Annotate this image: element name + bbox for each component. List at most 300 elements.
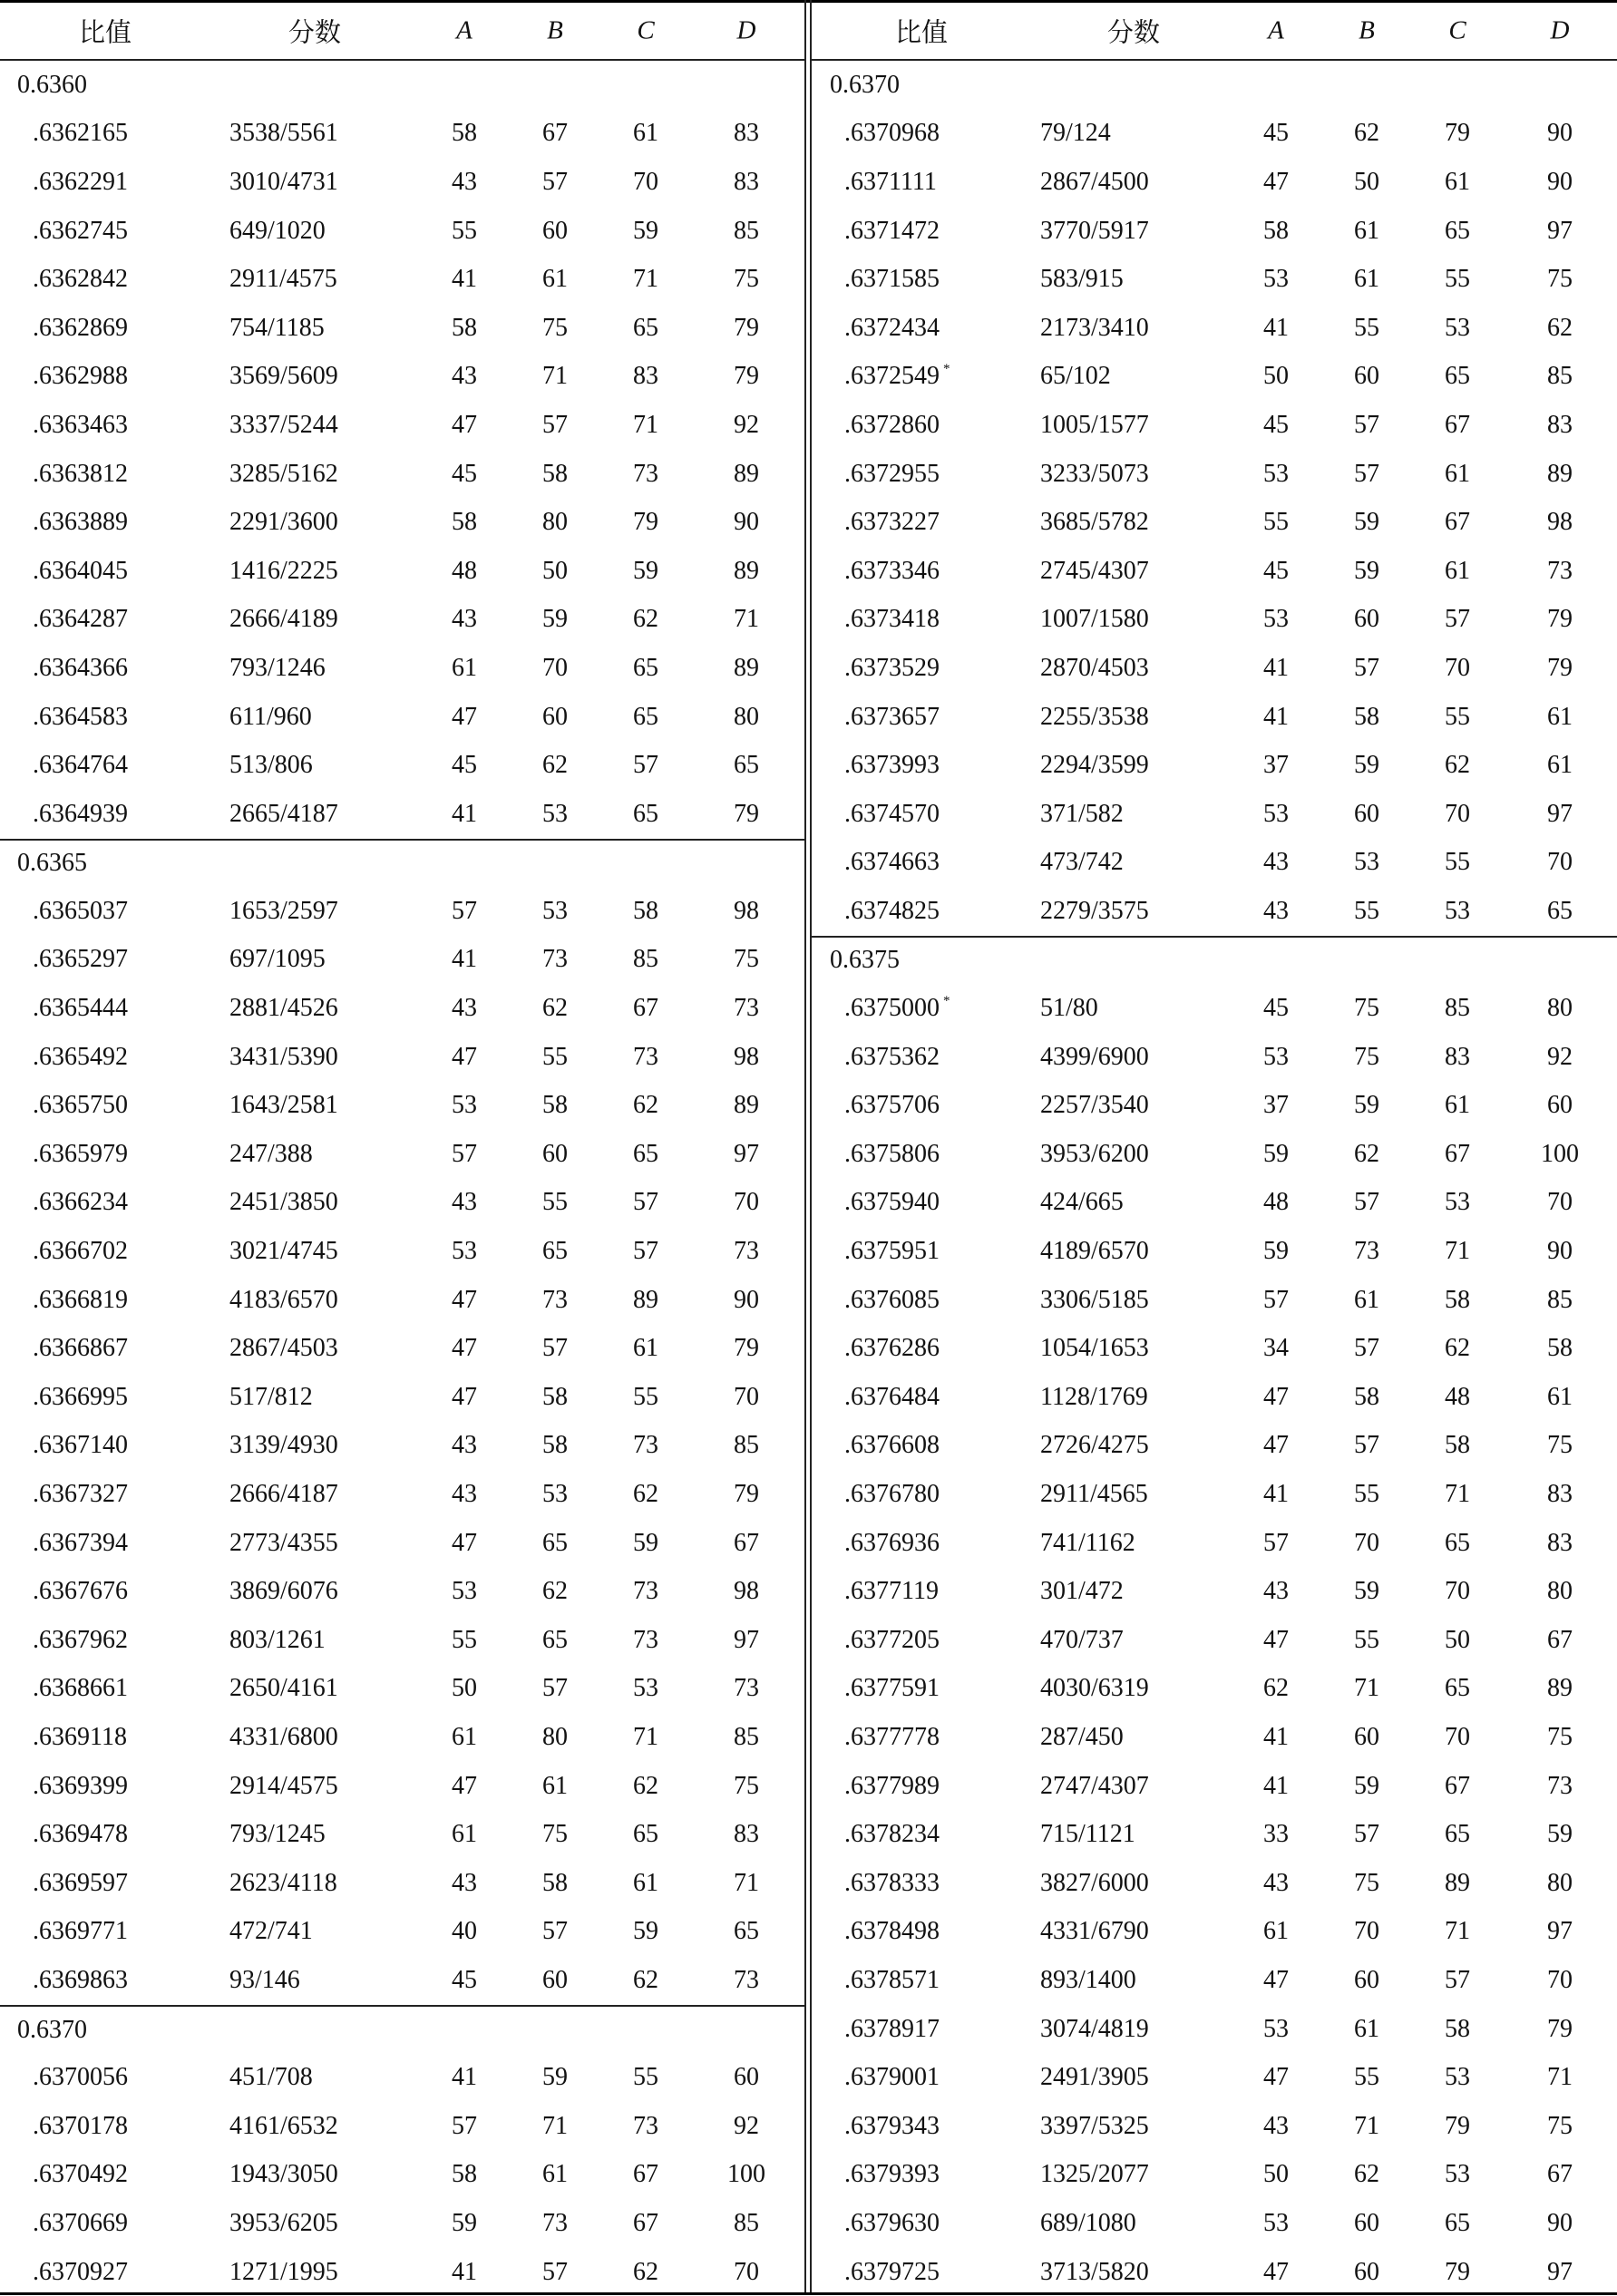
value-a: 59 (1263, 1139, 1289, 1168)
value-c: 62 (1445, 1334, 1470, 1363)
ratio-cell (844, 1091, 940, 1120)
fraction-cell: 1325/2077 (1040, 2160, 1149, 2189)
fraction-cell: 1054/1653 (1040, 1334, 1149, 1363)
value-a: 47 (452, 1382, 477, 1411)
value-d: 89 (734, 459, 759, 488)
value-d: 73 (734, 1965, 759, 1994)
value-c: 50 (1445, 1625, 1470, 1654)
value-a: 57 (1263, 1285, 1289, 1314)
header-b: B (547, 15, 563, 45)
table-row (812, 741, 1617, 790)
value-c: 62 (633, 1771, 658, 1800)
fraction-cell: 3953/6205 (229, 2208, 338, 2237)
value-b: 60 (1354, 1722, 1379, 1751)
value-d: 61 (1547, 1382, 1573, 1411)
fraction-cell: 2491/3905 (1040, 2063, 1149, 2092)
ratio-cell (844, 1043, 940, 1072)
value-c: 59 (633, 556, 658, 585)
ratio-value: .6365444 (33, 994, 128, 1023)
fraction-cell: 3569/5609 (229, 362, 338, 391)
value-c: 67 (1445, 1139, 1470, 1168)
value-c: 57 (1445, 605, 1470, 634)
value-b: 62 (1354, 1139, 1379, 1168)
value-c: 67 (1445, 410, 1470, 439)
ratio-cell (844, 2112, 940, 2141)
ratio-value: .6372434 (844, 313, 940, 342)
fraction-cell: 803/1261 (229, 1625, 326, 1654)
value-a: 47 (1263, 1431, 1289, 1460)
value-b: 62 (542, 751, 568, 780)
ratio-cell (844, 168, 937, 197)
value-d: 75 (734, 1771, 759, 1800)
fraction-cell: 2881/4526 (229, 994, 338, 1023)
value-d: 73 (1547, 556, 1573, 585)
value-a: 53 (1263, 605, 1289, 634)
fraction-cell: 1271/1995 (229, 2257, 338, 2286)
ratio-value: .6378234 (844, 1820, 940, 1849)
fraction-cell: 3431/5390 (229, 1042, 338, 1071)
fraction-cell: 4189/6570 (1040, 1237, 1149, 1266)
value-c: 62 (633, 2257, 658, 2286)
header-b: B (1359, 15, 1375, 45)
table-row (0, 741, 804, 790)
table-row (812, 984, 1617, 1033)
value-a: 45 (452, 751, 477, 780)
value-c: 65 (1445, 1528, 1470, 1557)
ratio-value: .6370056 (33, 2063, 128, 2092)
table-row (0, 2248, 804, 2296)
value-d: 85 (734, 1722, 759, 1751)
fraction-cell: 2867/4503 (229, 1334, 338, 1363)
ratio-cell (33, 2160, 128, 2189)
table-row (812, 255, 1617, 304)
value-b: 80 (542, 508, 568, 537)
ratio-value: .6370927 (33, 2257, 128, 2286)
value-b: 60 (1354, 1965, 1379, 1994)
ratio-value: .6367394 (33, 1528, 128, 1557)
value-c: 73 (633, 2111, 658, 2140)
value-d: 83 (734, 1820, 759, 1849)
ratio-cell (844, 1626, 940, 1655)
value-a: 47 (452, 1334, 477, 1363)
value-d: 83 (734, 119, 759, 148)
ratio-value: .6375806 (844, 1139, 940, 1168)
value-a: 47 (452, 1042, 477, 1071)
header-ratio: 比值 (78, 18, 132, 48)
ratio-cell (33, 460, 128, 489)
table-row (812, 207, 1617, 256)
ratio-cell (844, 2209, 940, 2238)
value-c: 65 (633, 313, 658, 342)
value-d: 67 (734, 1528, 759, 1557)
value-c: 53 (1445, 313, 1470, 342)
value-b: 57 (1354, 653, 1379, 682)
value-d: 75 (1547, 265, 1573, 294)
value-c: 55 (1445, 265, 1470, 294)
ratio-cell (844, 703, 940, 732)
fraction-cell: 3397/5325 (1040, 2111, 1149, 2140)
value-c: 62 (633, 1965, 658, 1994)
left-panel (0, 3, 804, 2296)
ratio-value: .6378498 (844, 1917, 940, 1946)
ratio-value: .6363889 (33, 508, 128, 537)
ratio-cell (844, 119, 940, 148)
value-d: 73 (1547, 1771, 1573, 1800)
value-a: 43 (452, 1431, 477, 1460)
fraction-cell: 2255/3538 (1040, 702, 1149, 731)
value-a: 43 (1263, 1577, 1289, 1606)
ratio-cell (844, 1772, 940, 1801)
table-row (812, 2005, 1617, 2054)
value-a: 53 (1263, 2014, 1289, 2043)
table-row (0, 255, 804, 304)
value-d: 90 (1547, 167, 1573, 196)
ratio-cell (844, 508, 940, 537)
value-c: 70 (1445, 1577, 1470, 1606)
table-row (812, 790, 1617, 839)
header-a: A (1268, 15, 1284, 45)
fraction-cell: 3021/4745 (229, 1237, 338, 1266)
ratio-value: .6369771 (33, 1917, 128, 1946)
value-b: 65 (542, 1237, 568, 1266)
ratio-value: .6376780 (844, 1480, 940, 1509)
value-a: 33 (1263, 1820, 1289, 1849)
table-row (0, 207, 804, 256)
table-row (0, 887, 804, 936)
value-b: 58 (542, 1868, 568, 1897)
table-row (812, 2199, 1617, 2248)
value-c: 85 (633, 945, 658, 974)
value-a: 41 (1263, 313, 1289, 342)
table-row (812, 1908, 1617, 1957)
table-row (0, 1956, 804, 2005)
table-row (0, 353, 804, 402)
value-b: 55 (1354, 1480, 1379, 1509)
value-c: 70 (1445, 1722, 1470, 1751)
fraction-cell: 689/1080 (1040, 2208, 1136, 2237)
ratio-cell (33, 2112, 128, 2141)
ratio-value: .6377205 (844, 1625, 940, 1654)
value-d: 75 (1547, 2111, 1573, 2140)
ratio-value: .6371111 (844, 167, 937, 196)
ratio-cell (844, 994, 950, 1023)
value-d: 97 (1547, 1917, 1573, 1946)
value-c: 67 (633, 2160, 658, 2189)
value-d: 90 (1547, 2208, 1573, 2237)
value-b: 65 (542, 1625, 568, 1654)
value-d: 89 (734, 1091, 759, 1120)
value-b: 73 (542, 2208, 568, 2237)
value-d: 70 (1547, 1188, 1573, 1217)
ratio-cell (33, 508, 128, 537)
group-heading-row (812, 61, 1617, 110)
ratio-value: .6373529 (844, 653, 940, 682)
fraction-cell: 893/1400 (1040, 1965, 1136, 1994)
ratio-value: .6375362 (844, 1042, 940, 1071)
value-d: 89 (1547, 459, 1573, 488)
table-row (0, 1519, 804, 1568)
value-b: 70 (542, 653, 568, 682)
ratio-cell (33, 1383, 128, 1412)
table-row (812, 1324, 1617, 1373)
group-label: 0.6370 (830, 70, 900, 99)
value-a: 50 (452, 1674, 477, 1703)
fraction-cell: 2911/4565 (1040, 1480, 1148, 1509)
ratio-value: .6362988 (33, 362, 128, 391)
value-d: 70 (1547, 1965, 1573, 1994)
fraction-cell: 2665/4187 (229, 799, 338, 828)
value-b: 61 (542, 2160, 568, 2189)
value-c: 73 (633, 1625, 658, 1654)
ratio-value: .6374570 (844, 799, 940, 828)
value-a: 43 (1263, 2111, 1289, 2140)
ratio-cell (33, 1480, 128, 1509)
table-row (812, 2151, 1617, 2200)
value-b: 70 (1354, 1917, 1379, 1946)
value-b: 60 (1354, 2208, 1379, 2237)
value-d: 61 (1547, 702, 1573, 731)
ratio-cell (844, 1917, 940, 1946)
fraction-cell: 1007/1580 (1040, 605, 1149, 634)
value-b: 62 (542, 1577, 568, 1606)
value-a: 58 (452, 2160, 477, 2189)
group-label: 0.6365 (17, 849, 87, 878)
ratio-cell (33, 1188, 128, 1217)
value-a: 43 (452, 1868, 477, 1897)
ratio-value: .6372955 (844, 459, 940, 488)
ratio-value: .6372860 (844, 410, 940, 439)
value-d: 60 (734, 2063, 759, 2092)
value-a: 41 (452, 945, 477, 974)
table-row (0, 1859, 804, 1908)
value-c: 67 (633, 994, 658, 1023)
value-c: 73 (633, 459, 658, 488)
header-a: A (456, 15, 472, 45)
value-b: 50 (1354, 167, 1379, 196)
fraction-cell: 2291/3600 (229, 508, 338, 537)
value-a: 43 (452, 167, 477, 196)
fraction-cell: 2666/4187 (229, 1480, 338, 1509)
value-c: 67 (633, 2208, 658, 2237)
ratio-value: .6376286 (844, 1334, 940, 1363)
ratio-value: .6379725 (844, 2257, 940, 2286)
table-row (0, 644, 804, 693)
value-a: 53 (1263, 1042, 1289, 1071)
ratio-value: .6368661 (33, 1674, 128, 1703)
ratio-cell (844, 897, 940, 926)
table-row (0, 401, 804, 450)
value-a: 41 (1263, 653, 1289, 682)
table-row (0, 2199, 804, 2248)
value-a: 41 (452, 2063, 477, 2092)
ratio-cell (33, 1674, 128, 1703)
ratio-cell (33, 994, 128, 1023)
value-c: 67 (1445, 508, 1470, 537)
ratio-cell (33, 1966, 128, 1995)
fraction-cell: 51/80 (1040, 994, 1098, 1023)
value-c: 71 (633, 410, 658, 439)
table-row (812, 693, 1617, 742)
table-row (812, 2102, 1617, 2151)
value-d: 59 (1547, 1820, 1573, 1849)
fraction-cell: 451/708 (229, 2063, 313, 2092)
value-d: 92 (734, 2111, 759, 2140)
fraction-cell: 3953/6200 (1040, 1139, 1149, 1168)
value-a: 43 (452, 1480, 477, 1509)
header-fraction: 分数 (1106, 18, 1161, 48)
value-a: 43 (1263, 848, 1289, 877)
fraction-cell: 4331/6800 (229, 1722, 338, 1751)
ratio-value: .6364583 (33, 702, 128, 731)
value-b: 71 (1354, 2111, 1379, 2140)
group-heading-row (0, 839, 804, 888)
value-c: 61 (633, 1334, 658, 1363)
value-c: 53 (1445, 896, 1470, 925)
value-d: 83 (1547, 1480, 1573, 1509)
value-d: 83 (1547, 410, 1573, 439)
group-label: 0.6360 (17, 70, 87, 99)
fraction-cell: 2279/3575 (1040, 896, 1149, 925)
table-row (812, 1859, 1617, 1908)
ratio-cell (33, 1431, 128, 1460)
ratio-cell (844, 1723, 940, 1752)
header-fraction: 分数 (287, 18, 342, 48)
ratio-value: .6369118 (33, 1722, 127, 1751)
value-d: 70 (734, 1188, 759, 1217)
fraction-cell: 2911/4575 (229, 265, 337, 294)
value-b: 58 (1354, 702, 1379, 731)
fraction-cell: 611/960 (229, 702, 312, 731)
value-d: 70 (734, 1382, 759, 1411)
ratio-cell (33, 1140, 128, 1169)
ratio-value: .6375706 (844, 1091, 940, 1120)
table-row (0, 984, 804, 1033)
ratio-cell (33, 945, 128, 974)
value-a: 47 (1263, 2063, 1289, 2092)
group-heading-row (812, 936, 1617, 985)
group-heading-row (0, 2005, 804, 2054)
ratio-value: .6376608 (844, 1431, 940, 1460)
fraction-cell: 3685/5782 (1040, 508, 1149, 537)
fraction-cell: 3770/5917 (1040, 216, 1149, 245)
value-d: 97 (734, 1139, 759, 1168)
ratio-cell (33, 362, 128, 391)
value-a: 61 (452, 1722, 477, 1751)
value-c: 53 (1445, 2063, 1470, 2092)
value-c: 48 (1445, 1382, 1470, 1411)
value-b: 75 (542, 1820, 568, 1849)
value-a: 53 (452, 1237, 477, 1266)
value-a: 53 (1263, 265, 1289, 294)
value-b: 60 (542, 216, 568, 245)
fraction-cell: 3010/4731 (229, 167, 338, 196)
value-a: 58 (452, 119, 477, 148)
value-a: 47 (1263, 1965, 1289, 1994)
value-d: 79 (1547, 605, 1573, 634)
value-a: 57 (452, 2111, 477, 2140)
value-b: 61 (1354, 2014, 1379, 2043)
fraction-cell: 247/388 (229, 1139, 313, 1168)
value-c: 61 (1445, 459, 1470, 488)
fraction-cell: 754/1185 (229, 313, 325, 342)
ratio-cell (33, 897, 128, 926)
value-c: 71 (1445, 1237, 1470, 1266)
table-row (0, 1908, 804, 1957)
value-b: 53 (542, 799, 568, 828)
ratio-cell (33, 1043, 128, 1072)
table-row (812, 110, 1617, 159)
value-a: 45 (1263, 119, 1289, 148)
ratio-value: .6362869 (33, 313, 128, 342)
value-b: 75 (1354, 1042, 1379, 1071)
value-c: 62 (633, 1480, 658, 1509)
group-heading-row (0, 61, 804, 110)
ratio-value: .6378571 (844, 1965, 940, 1994)
ratio-value: .6370178 (33, 2111, 128, 2140)
value-a: 41 (1263, 1771, 1289, 1800)
value-a: 58 (452, 508, 477, 537)
value-b: 59 (1354, 508, 1379, 537)
table-row (0, 498, 804, 547)
value-d: 71 (734, 605, 759, 634)
value-b: 58 (542, 1382, 568, 1411)
table-row (0, 110, 804, 159)
value-c: 58 (633, 896, 658, 925)
ratio-value: .6364939 (33, 799, 128, 828)
ratio-value: .6366995 (33, 1382, 128, 1411)
value-d: 75 (1547, 1431, 1573, 1460)
fraction-cell: 79/124 (1040, 119, 1111, 148)
value-b: 57 (1354, 1431, 1379, 1460)
value-c: 65 (1445, 216, 1470, 245)
ratio-cell (33, 1286, 128, 1315)
value-c: 89 (1445, 1868, 1470, 1897)
value-b: 59 (1354, 1771, 1379, 1800)
value-b: 53 (542, 896, 568, 925)
value-d: 92 (1547, 1042, 1573, 1071)
value-d: 73 (734, 1674, 759, 1703)
value-c: 62 (633, 605, 658, 634)
ratio-value: .6374825 (844, 896, 940, 925)
value-a: 47 (452, 410, 477, 439)
fraction-cell: 2294/3599 (1040, 751, 1149, 780)
value-a: 41 (1263, 1480, 1289, 1509)
value-a: 37 (1263, 751, 1289, 780)
table-row (812, 1033, 1617, 1082)
value-c: 73 (633, 1042, 658, 1071)
table-row (0, 2102, 804, 2151)
value-a: 48 (1263, 1188, 1289, 1217)
panel-divider (804, 0, 806, 2295)
table-row (0, 2053, 804, 2102)
value-b: 57 (1354, 1334, 1379, 1363)
value-c: 67 (1445, 1771, 1470, 1800)
fraction-cell: 2650/4161 (229, 1674, 338, 1703)
fraction-cell: 697/1095 (229, 945, 326, 974)
value-a: 41 (452, 265, 477, 294)
value-c: 58 (1445, 2014, 1470, 2043)
ratio-value: .6364045 (33, 556, 128, 585)
value-c: 65 (633, 1820, 658, 1849)
value-d: 85 (734, 2208, 759, 2237)
value-b: 60 (542, 1965, 568, 1994)
value-a: 47 (1263, 167, 1289, 196)
fraction-cell: 3139/4930 (229, 1431, 338, 1460)
ratio-value: .6377119 (844, 1577, 939, 1606)
value-c: 65 (1445, 1674, 1470, 1703)
value-b: 55 (1354, 1625, 1379, 1654)
ratio-cell (844, 1674, 940, 1703)
